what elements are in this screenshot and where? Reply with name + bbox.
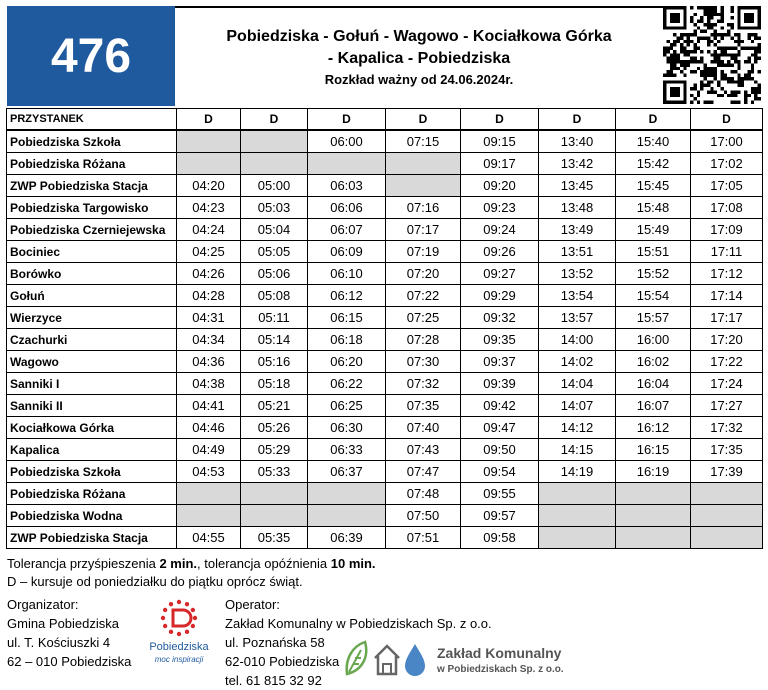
departure-time: 04:38	[177, 373, 241, 395]
departure-time	[616, 505, 691, 527]
departure-time	[241, 130, 308, 153]
course-column-header: D	[461, 109, 539, 131]
tolerance-note: Tolerancja przyśpieszenia 2 min., tolerancja opóźnienia 10 min.	[7, 556, 376, 571]
table-row	[7, 483, 763, 505]
departure-time: 17:27	[691, 395, 763, 417]
course-column-header: D	[241, 109, 308, 131]
departure-time: 07:35	[386, 395, 461, 417]
departure-time: 05:14	[241, 329, 308, 351]
table-row	[7, 263, 763, 285]
table-row	[7, 219, 763, 241]
departure-time	[177, 153, 241, 175]
stop-name: Sanniki II	[7, 395, 177, 417]
departure-time: 14:00	[539, 329, 616, 351]
departure-time: 04:41	[177, 395, 241, 417]
departure-time	[241, 505, 308, 527]
table-row	[7, 461, 763, 483]
departure-time: 06:07	[308, 219, 386, 241]
departure-time: 15:48	[616, 197, 691, 219]
operator-street: ul. Poznańska 58	[225, 635, 325, 650]
departure-time: 06:33	[308, 439, 386, 461]
operator-phone: tel. 61 815 32 92	[225, 673, 322, 688]
departure-time: 17:35	[691, 439, 763, 461]
departure-time: 04:26	[177, 263, 241, 285]
departure-time: 17:05	[691, 175, 763, 197]
stop-name: Pobiedziska Szkoła	[7, 461, 177, 483]
table-row	[7, 351, 763, 373]
departure-time: 05:06	[241, 263, 308, 285]
departure-time: 06:22	[308, 373, 386, 395]
stop-name: Kapalica	[7, 439, 177, 461]
departure-time: 16:12	[616, 417, 691, 439]
departure-time: 05:16	[241, 351, 308, 373]
departure-time: 13:52	[539, 263, 616, 285]
qr-code-icon	[663, 6, 761, 104]
departure-time: 07:40	[386, 417, 461, 439]
departure-time: 07:30	[386, 351, 461, 373]
zk-logo-line1: Zakład Komunalny	[437, 645, 562, 661]
stop-name: Wierzyce	[7, 307, 177, 329]
departure-time: 14:07	[539, 395, 616, 417]
departure-time: 09:37	[461, 351, 539, 373]
departure-time	[177, 483, 241, 505]
table-row	[7, 307, 763, 329]
departure-time: 07:19	[386, 241, 461, 263]
gmina-pobiedziska-logo	[139, 598, 219, 670]
departure-time: 07:48	[386, 483, 461, 505]
departure-time	[616, 527, 691, 549]
departure-time: 09:47	[461, 417, 539, 439]
operator-label: Operator:	[225, 597, 280, 612]
departure-time: 09:35	[461, 329, 539, 351]
table-header-row	[7, 109, 763, 131]
departure-time: 15:45	[616, 175, 691, 197]
departure-time: 06:20	[308, 351, 386, 373]
table-row	[7, 439, 763, 461]
departure-time	[539, 505, 616, 527]
departure-time: 16:00	[616, 329, 691, 351]
course-column-header: D	[386, 109, 461, 131]
gmina-logo-tagline: moc inspiracji	[154, 655, 204, 664]
departure-time: 15:52	[616, 263, 691, 285]
departure-time: 06:39	[308, 527, 386, 549]
stop-name: Gołuń	[7, 285, 177, 307]
departure-time: 06:09	[308, 241, 386, 263]
stop-name: Wagowo	[7, 351, 177, 373]
stop-name: ZWP Pobiedziska Stacja	[7, 175, 177, 197]
departure-time: 04:36	[177, 351, 241, 373]
departure-time: 05:29	[241, 439, 308, 461]
departure-time: 04:25	[177, 241, 241, 263]
departure-time: 09:17	[461, 153, 539, 175]
departure-time	[691, 505, 763, 527]
stop-name: Pobiedziska Targowisko	[7, 197, 177, 219]
departure-time: 14:15	[539, 439, 616, 461]
departure-time: 07:16	[386, 197, 461, 219]
departure-time: 06:30	[308, 417, 386, 439]
departure-time: 07:28	[386, 329, 461, 351]
departure-time: 13:48	[539, 197, 616, 219]
stop-name: Pobiedziska Czerniejewska	[7, 219, 177, 241]
departure-time: 14:02	[539, 351, 616, 373]
departure-time: 13:49	[539, 219, 616, 241]
departure-time: 04:24	[177, 219, 241, 241]
departure-time: 15:54	[616, 285, 691, 307]
departure-time: 04:49	[177, 439, 241, 461]
departure-time: 17:32	[691, 417, 763, 439]
departure-time: 07:51	[386, 527, 461, 549]
departure-time: 05:33	[241, 461, 308, 483]
departure-time: 09:54	[461, 461, 539, 483]
departure-time: 09:58	[461, 527, 539, 549]
departure-time: 06:03	[308, 175, 386, 197]
departure-time: 06:15	[308, 307, 386, 329]
stop-name: Borówko	[7, 263, 177, 285]
stop-name: Kociałkowa Górka	[7, 417, 177, 439]
departure-time: 06:12	[308, 285, 386, 307]
stop-name: Pobiedziska Wodna	[7, 505, 177, 527]
departure-time: 17:08	[691, 197, 763, 219]
stop-name: Sanniki I	[7, 373, 177, 395]
departure-time: 07:50	[386, 505, 461, 527]
departure-time	[177, 130, 241, 153]
course-column-header: D	[308, 109, 386, 131]
departure-time: 13:54	[539, 285, 616, 307]
departure-time: 07:25	[386, 307, 461, 329]
departure-time: 13:45	[539, 175, 616, 197]
departure-time: 16:19	[616, 461, 691, 483]
departure-time: 05:35	[241, 527, 308, 549]
table-row	[7, 197, 763, 219]
course-column-header: D	[177, 109, 241, 131]
stop-name: Pobiedziska Różana	[7, 153, 177, 175]
operator-city: 62-010 Pobiedziska	[225, 654, 340, 669]
route-line-1: Pobiedziska - Gołuń - Wagowo - Kociałkowa Górka	[226, 28, 612, 45]
line-number: 476	[7, 6, 175, 106]
departure-time: 07:43	[386, 439, 461, 461]
departure-time	[308, 505, 386, 527]
house-icon	[375, 646, 399, 674]
course-column-header: D	[691, 109, 763, 131]
table-row	[7, 395, 763, 417]
departure-time: 04:28	[177, 285, 241, 307]
table-row	[7, 175, 763, 197]
departure-time: 04:55	[177, 527, 241, 549]
stop-name: Bociniec	[7, 241, 177, 263]
departure-time: 13:57	[539, 307, 616, 329]
departure-time	[308, 153, 386, 175]
departure-time	[691, 483, 763, 505]
departure-time: 16:07	[616, 395, 691, 417]
valid-from: Rozkład ważny od 24.06.2024r.	[324, 72, 514, 87]
organizer-label: Organizator:	[7, 597, 79, 612]
table-row	[7, 505, 763, 527]
departure-time	[691, 527, 763, 549]
departure-time: 16:04	[616, 373, 691, 395]
departure-time: 09:42	[461, 395, 539, 417]
departure-time: 04:53	[177, 461, 241, 483]
departure-time: 05:08	[241, 285, 308, 307]
departure-time	[241, 483, 308, 505]
departure-time: 07:15	[386, 130, 461, 153]
departure-time: 04:34	[177, 329, 241, 351]
table-row	[7, 373, 763, 395]
departure-time: 09:57	[461, 505, 539, 527]
departure-time: 04:31	[177, 307, 241, 329]
departure-time: 06:00	[308, 130, 386, 153]
departure-time: 14:04	[539, 373, 616, 395]
course-column-header: D	[539, 109, 616, 131]
departure-time: 05:21	[241, 395, 308, 417]
course-column-header: D	[616, 109, 691, 131]
departure-time: 14:12	[539, 417, 616, 439]
departure-time: 17:00	[691, 130, 763, 153]
organizer-name: Gmina Pobiedziska	[7, 616, 119, 631]
stop-name: Pobiedziska Różana	[7, 483, 177, 505]
departure-time: 16:15	[616, 439, 691, 461]
departure-time: 05:03	[241, 197, 308, 219]
departure-time: 04:46	[177, 417, 241, 439]
water-drop-icon	[405, 644, 425, 676]
departure-time: 17:12	[691, 263, 763, 285]
zk-logo-line2: w Pobiedziskach Sp. z o.o.	[437, 664, 564, 675]
notes	[7, 555, 376, 591]
departure-time: 05:04	[241, 219, 308, 241]
organizer-block	[7, 595, 131, 671]
departure-time: 17:14	[691, 285, 763, 307]
legend-note: D – kursuje od poniedziałku do piątku oprócz świąt.	[7, 574, 303, 589]
route-title	[175, 6, 663, 108]
table-row	[7, 527, 763, 549]
departure-time: 09:55	[461, 483, 539, 505]
departure-time: 07:17	[386, 219, 461, 241]
departure-time: 05:26	[241, 417, 308, 439]
departure-time: 17:22	[691, 351, 763, 373]
organizer-city: 62 – 010 Pobiedziska	[7, 654, 132, 669]
departure-time: 09:26	[461, 241, 539, 263]
departure-time: 13:51	[539, 241, 616, 263]
departure-time	[386, 153, 461, 175]
departure-time: 15:40	[616, 130, 691, 153]
departure-time: 06:37	[308, 461, 386, 483]
departure-time: 13:42	[539, 153, 616, 175]
table-row	[7, 329, 763, 351]
departure-time: 04:23	[177, 197, 241, 219]
departure-time: 05:05	[241, 241, 308, 263]
departure-time: 17:17	[691, 307, 763, 329]
departure-time: 07:22	[386, 285, 461, 307]
departure-time: 09:23	[461, 197, 539, 219]
timetable-page	[3, 2, 765, 688]
departure-time: 09:32	[461, 307, 539, 329]
stop-name: Pobiedziska Szkoła	[7, 130, 177, 153]
departure-time: 05:11	[241, 307, 308, 329]
departure-time: 17:20	[691, 329, 763, 351]
leaf-icon	[347, 642, 367, 674]
departure-time: 15:51	[616, 241, 691, 263]
departure-time: 06:10	[308, 263, 386, 285]
departure-time: 05:00	[241, 175, 308, 197]
departure-time: 07:47	[386, 461, 461, 483]
departure-time: 09:15	[461, 130, 539, 153]
departure-time: 13:40	[539, 130, 616, 153]
stop-column-header: PRZYSTANEK	[7, 109, 177, 131]
departure-time: 16:02	[616, 351, 691, 373]
departure-time	[386, 175, 461, 197]
departure-time	[616, 483, 691, 505]
stop-name: Czachurki	[7, 329, 177, 351]
departure-time: 17:11	[691, 241, 763, 263]
departure-time	[539, 483, 616, 505]
departure-time: 14:19	[539, 461, 616, 483]
departure-time: 09:27	[461, 263, 539, 285]
route-line-2: - Kapalica - Pobiedziska	[327, 50, 511, 67]
departure-time: 17:02	[691, 153, 763, 175]
gmina-logo-name: Pobiedziska	[149, 641, 209, 653]
departure-time: 15:42	[616, 153, 691, 175]
departure-time: 09:39	[461, 373, 539, 395]
departure-time: 15:49	[616, 219, 691, 241]
departure-time	[241, 153, 308, 175]
departure-time	[177, 505, 241, 527]
departure-time: 09:50	[461, 439, 539, 461]
departure-time: 17:39	[691, 461, 763, 483]
departure-time: 07:32	[386, 373, 461, 395]
zaklad-komunalny-logo	[343, 638, 583, 678]
departure-time: 05:18	[241, 373, 308, 395]
departure-time: 17:09	[691, 219, 763, 241]
departure-time	[539, 527, 616, 549]
header	[3, 2, 765, 106]
departure-time: 06:18	[308, 329, 386, 351]
stop-name: ZWP Pobiedziska Stacja	[7, 527, 177, 549]
table-row	[7, 285, 763, 307]
table-row	[7, 153, 763, 175]
departure-time	[308, 483, 386, 505]
table-row	[7, 241, 763, 263]
organizer-street: ul. T. Kościuszki 4	[7, 635, 111, 650]
operator-name: Zakład Komunalny w Pobiedziskach Sp. z o.o.	[225, 616, 492, 631]
departure-time: 06:06	[308, 197, 386, 219]
table-row	[7, 417, 763, 439]
departure-time: 09:20	[461, 175, 539, 197]
departure-time: 15:57	[616, 307, 691, 329]
timetable	[6, 108, 763, 549]
departure-time: 04:20	[177, 175, 241, 197]
table-row	[7, 130, 763, 153]
departure-time: 09:24	[461, 219, 539, 241]
departure-time: 07:20	[386, 263, 461, 285]
departure-time: 09:29	[461, 285, 539, 307]
departure-time: 17:24	[691, 373, 763, 395]
departure-time: 06:25	[308, 395, 386, 417]
